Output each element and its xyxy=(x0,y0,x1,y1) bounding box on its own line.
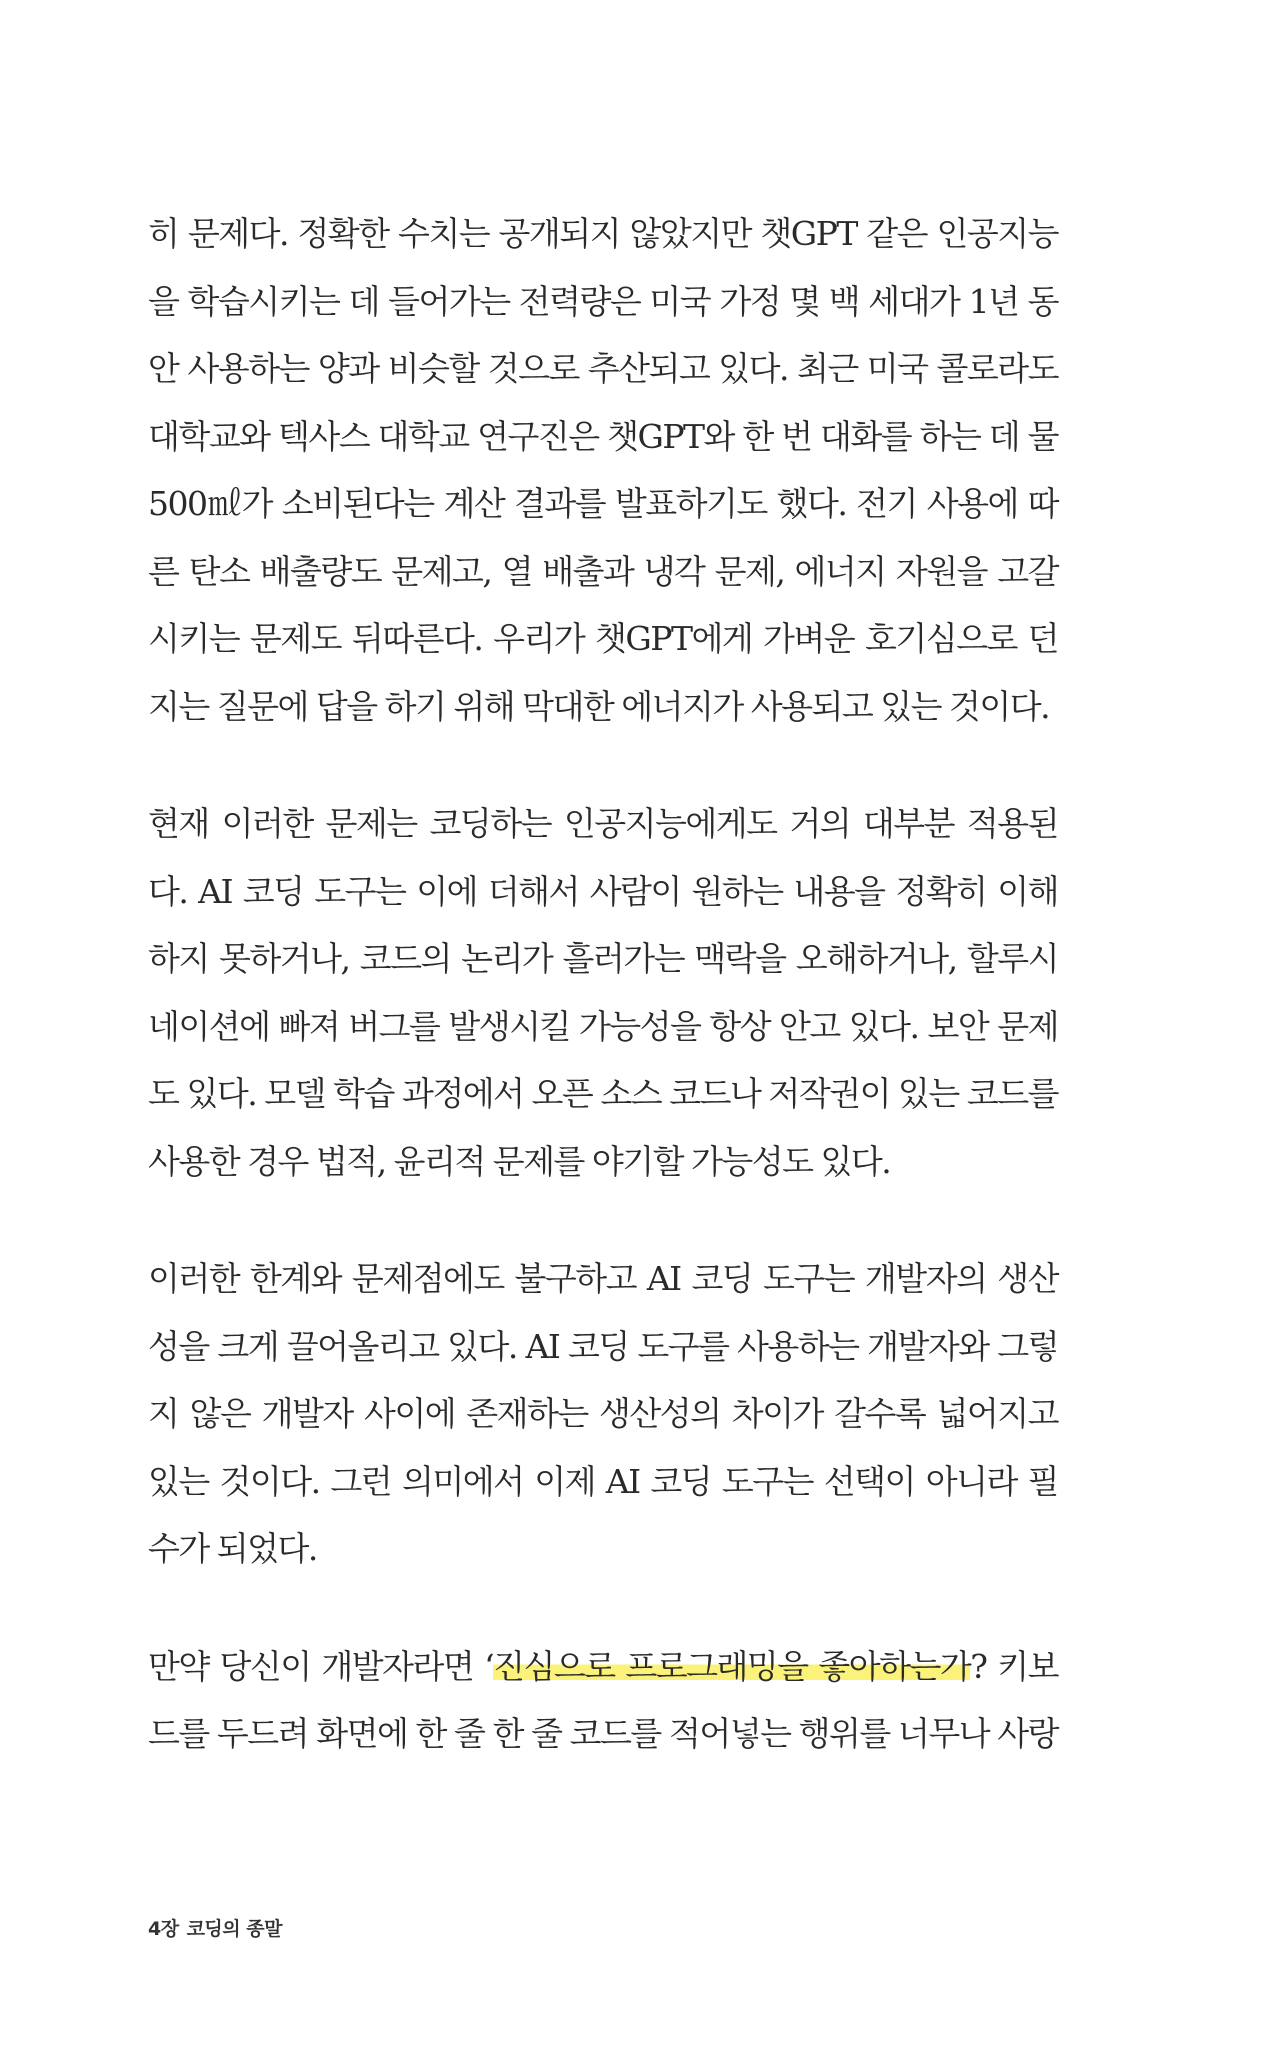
text-line: 도 있다. 모델 학습 과정에서 오픈 소스 코드나 저작권이 있는 코드를 xyxy=(148,1074,1058,1113)
line-suffix: ? 키보 xyxy=(970,1646,1058,1686)
text-line: 있는 것이다. 그런 의미에서 이제 AI 코딩 도구는 선택이 아니라 필 xyxy=(148,1461,1058,1501)
text-line: 성을 크게 끌어올리고 있다. AI 코딩 도구를 사용하는 개발자와 그렇 xyxy=(148,1326,1058,1366)
line-prefix: 만약 당신이 개발자라면 ‘ xyxy=(148,1646,494,1686)
body-text xyxy=(148,200,1058,1818)
text-line: 지는 질문에 답을 하기 위해 막대한 에너지가 사용되고 있는 것이다. xyxy=(148,686,1050,726)
chapter-title: 코딩의 종말 xyxy=(186,1918,282,1940)
text-line: 드를 두드려 화면에 한 줄 한 줄 코드를 적어넣는 행위를 너무나 사랑 xyxy=(148,1714,1058,1753)
chapter-number: 4장 xyxy=(148,1918,179,1940)
text-line: 안 사용하는 양과 비슷할 것으로 추산되고 있다. 최근 미국 콜로라도 xyxy=(148,349,1058,388)
text-line: 사용한 경우 법적, 윤리적 문제를 야기할 가능성도 있다. xyxy=(148,1141,891,1181)
text-line: 을 학습시키는 데 들어가는 전력량은 미국 가정 몇 백 세대가 1년 동 xyxy=(148,281,1058,321)
text-line: 른 탄소 배출량도 문제고, 열 배출과 냉각 문제, 에너지 자원을 고갈 xyxy=(148,551,1058,591)
text-line: 다. AI 코딩 도구는 이에 더해서 사람이 원하는 내용을 정확히 이해 xyxy=(148,871,1058,911)
text-line: 이러한 한계와 문제점에도 불구하고 AI 코딩 도구는 개발자의 생산 xyxy=(148,1259,1058,1298)
text-line: 현재 이러한 문제는 코딩하는 인공지능에게도 거의 대부분 적용된 xyxy=(148,804,1058,843)
paragraph-2 xyxy=(148,790,1058,1195)
paragraph-3 xyxy=(148,1245,1058,1583)
text-line: 지 않은 개발자 사이에 존재하는 생산성의 차이가 갈수록 넓어지고 xyxy=(148,1394,1058,1433)
text-line: 네이션에 빠져 버그를 발생시킬 가능성을 항상 안고 있다. 보안 문제 xyxy=(148,1006,1058,1046)
page-footer xyxy=(148,1914,290,1941)
text-line: 히 문제다. 정확한 수치는 공개되지 않았지만 챗GPT 같은 인공지능 xyxy=(148,214,1058,253)
highlighted-line xyxy=(148,1633,1058,1701)
paragraph-4 xyxy=(148,1633,1058,1768)
highlighted-phrase: 진심으로 프로그래밍을 좋아하는가 xyxy=(493,1646,971,1686)
text-line: 500㎖가 소비된다는 계산 결과를 발표하기도 했다. 전기 사용에 따 xyxy=(148,484,1058,523)
text-line: 수가 되었다. xyxy=(148,1529,317,1568)
text-line: 시키는 문제도 뒤따른다. 우리가 챗GPT에게 가벼운 호기심으로 던 xyxy=(148,619,1058,658)
text-line: 대학교와 텍사스 대학교 연구진은 챗GPT와 한 번 대화를 하는 데 물 xyxy=(148,416,1058,456)
text-line: 하지 못하거나, 코드의 논리가 흘러가는 맥락을 오해하거나, 할루시 xyxy=(148,939,1058,978)
paragraph-1 xyxy=(148,200,1058,740)
